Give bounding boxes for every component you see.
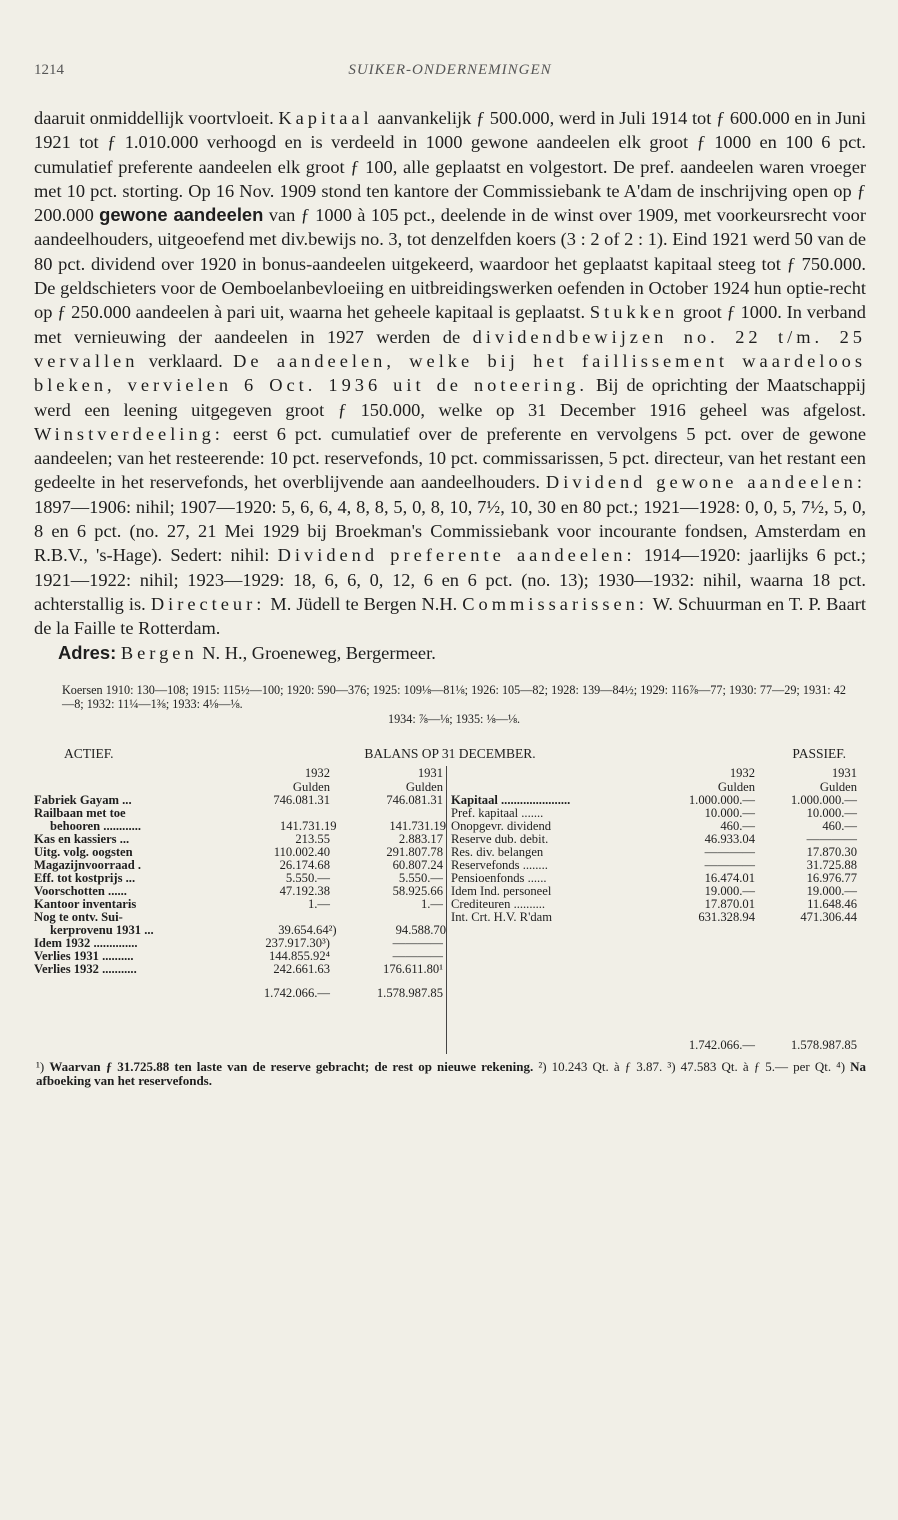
passief-value-1932: 17.870.01 bbox=[704, 897, 755, 912]
passief-value-1932: 19.000.— bbox=[704, 884, 755, 899]
actief-label: Verlies 1932 ........... bbox=[34, 963, 137, 977]
unit-header-row bbox=[451, 780, 866, 794]
actief-label: Eff. tot kostprijs ... bbox=[34, 872, 136, 886]
actief-label: Fabriek Gayam ... bbox=[34, 794, 132, 808]
unit-header: Gulden bbox=[819, 780, 857, 795]
footnotes: ¹) Waarvan ƒ 31.725.88 ten laste van de reserve gebracht; de rest op nieuwe rekening. ²) 10.243 Qt. à ƒ 3.87. ³) 47.583 Qt. à ƒ 5.— per Qt. ⁴) Na afboeking van het reservefonds. bbox=[36, 1059, 867, 1089]
actief-row bbox=[34, 924, 446, 937]
passief-value-1931: 11.648.46 bbox=[807, 897, 857, 912]
actief-row bbox=[34, 807, 446, 820]
actief-total-1932: 1.742.066.— bbox=[263, 986, 330, 1001]
page-header bbox=[34, 52, 866, 84]
actief-row bbox=[34, 859, 446, 872]
company-description bbox=[34, 106, 866, 641]
passief-value-1931: 16.976.77 bbox=[806, 871, 857, 886]
passief-label: Pensioenfonds ...... bbox=[451, 872, 547, 886]
description-paragraph: daaruit onmiddellijk voortvloeit. Kapitaal aanvankelijk ƒ 500.000, werd in Juli 1914 tot ƒ 600.000 en in Juni 1921 tot ƒ 1.010.000 verhoogd en is verdeeld in 1000 gewone aandeelen elk groot ƒ 1000 en 100 6 pct. cumulatief preferente aandeelen elk groot ƒ 100, alle geplaatst en volgestort. De pref. aandeelen waren vroeger met 10 pct. storting. Op 16 Nov. 1909 stond ten kantore der Commissiebank te A'dam de inschrijving open op ƒ 200.000 gewone aandeelen van ƒ 1000 à 105 pct., deelende in de winst over 1909, met voorkeursrecht voor aandeelhouders, uitgeoefend met div.bewijs no. 3, tot denzelfden koers (3 : 2 of 2 : 1). Eind 1921 werd 50 van de 80 pct. dividend over 1920 in bonus-aandeelen uitgekeerd, waardoor het geplaatst kapitaal steeg tot ƒ 750.000. De geldschieters voor de Oemboelanbevloeiing en uitbreidingswerken oefenden in October 1924 hun optie-recht op ƒ 250.000 aandeelen à pari uit, waarna het geheele kapitaal is geplaatst. Stukken groot ƒ 1000. In verband met vernieuwing der aandeelen in 1927 werden de dividendbewijzen no. 22 t/m. 25 vervallen verklaard. De aandeelen, welke bij het faillissement waardeloos bleken, vervielen 6 Oct. 1936 uit de noteering. Bij de oprichting der Maatschappij werd een leening uitgegeven groot ƒ 150.000, welke op 31 December 1916 geheel was afgelost. Winstverdeeling: eerst 6 pct. cumulatief over de preferente en vervolgens 5 pct. over de gewone aandeelen; van het resteerende: 10 pct. reservefonds, 10 pct. commissarissen, 5 pct. directeur, van het restant een gedeelte in het reservefonds, het overblijvende aan aandeelhouders. Dividend gewone aandeelen: 1897—1906: nihil; 1907—1920: 5, 6, 6, 4, 8, 8, 5, 0, 8, 10, 7½, 10, 30 en 80 pct.; 1921—1928: 0, 0, 5, 7½, 5, 0, 8 en 6 pct. (no. 27, 21 Mei 1929 bij Broekman's Commissiebank voor incourante fondsen, Amsterdam en R.B.V., 's-Hage). Sedert: nihil: Dividend preferente aandeelen: 1914—1920: jaarlijks 6 pct.; 1921—1922: nihil; 1923—1929: 18, 6, 6, 0, 12, 6 en 6 pct. (no. 13); 1930—1932: nihil, waarna 18 pct. achterstallig is. Directeur: M. Jüdell te Bergen N.H. Commissarissen: W. Schuurman en T. P. Baart de la Faille te Rotterdam. bbox=[34, 108, 867, 639]
faillissement-text: De aandeelen, welke bij het faillissement waardeloos bleken, vervielen 6 Oct. 1936 uit de noteering. bbox=[34, 350, 866, 396]
actief-label: Kas en kassiers ... bbox=[34, 833, 130, 847]
year-1932-header: 1932 bbox=[729, 766, 755, 781]
passief-row bbox=[451, 807, 866, 820]
actief-value-1932: 213.55 bbox=[295, 832, 330, 847]
actief-label: Voorschotten ...... bbox=[34, 885, 127, 899]
running-head: SUIKER-ONDERNEMINGEN bbox=[348, 62, 552, 78]
passief-row bbox=[451, 846, 866, 859]
passief-value-1932: 1.000.000.— bbox=[688, 793, 755, 808]
actief-total-1931: 1.578.987.85 bbox=[376, 986, 443, 1001]
passief-row bbox=[451, 911, 866, 924]
actief-label: Kantoor inventaris bbox=[34, 898, 137, 912]
actief-value-1931: 1.— bbox=[420, 897, 443, 912]
actief-value-1932: 26.174.68 bbox=[279, 858, 330, 873]
actief-row bbox=[34, 872, 446, 885]
passief-label: Crediteuren .......... bbox=[451, 898, 546, 912]
actief-row bbox=[34, 898, 446, 911]
passief-value-1932: 10.000.— bbox=[704, 806, 755, 821]
koersen-line: Koersen 1910: 130—108; 1915: 115½—100; 1920: 590—376; 1925: 109⅛—81⅛; 1926: 105—82; 1928: 139—84½; 1929: 116⅞—77; 1930: 77—29; 1931: 42—8; 1932: 11¼—1⅜; 1933: 4⅛—⅛. bbox=[62, 682, 846, 712]
actief-value-1931: ———— bbox=[392, 936, 443, 951]
unit-header-row bbox=[34, 780, 446, 794]
passief-row bbox=[451, 794, 866, 807]
actief-value-1932: 141.731.19 bbox=[279, 819, 337, 834]
actief-value-1931: 141.731.19 bbox=[389, 819, 446, 834]
unit-header: Gulden bbox=[292, 780, 330, 795]
actief-label: Uitg. volg. oogsten bbox=[34, 846, 133, 860]
year-1931-header: 1931 bbox=[831, 766, 857, 781]
actief-value-1931: 58.925.66 bbox=[392, 884, 443, 899]
passief-value-1931: 31.725.88 bbox=[806, 858, 857, 873]
footnote-1: Waarvan ƒ 31.725.88 ten laste van de reserve gebracht; de rest op nieuwe rekening. bbox=[49, 1059, 534, 1075]
balance-sheet bbox=[34, 766, 866, 1054]
balance-sheet-title-row bbox=[34, 742, 866, 764]
koersen-line-2: 1934: ⅞—⅛; 1935: ⅛—⅛. bbox=[387, 711, 521, 726]
actief-label: Railbaan met toe bbox=[34, 807, 126, 821]
page-number: 1214 bbox=[34, 62, 64, 78]
passief-value-1931: 19.000.— bbox=[806, 884, 857, 899]
passief-value-1931: 460.— bbox=[822, 819, 857, 834]
actief-row bbox=[34, 963, 446, 976]
passief-total-1932: 1.742.066.— bbox=[688, 1038, 755, 1053]
actief-value-1932: 5.550.— bbox=[285, 871, 330, 886]
passief-value-1932: ———— bbox=[704, 858, 755, 873]
actief-value-1931: 176.611.80¹ bbox=[383, 962, 443, 977]
directeur-heading: Directeur: bbox=[150, 593, 266, 614]
actief-rows bbox=[34, 794, 446, 976]
actief-value-1932: 110.002.40 bbox=[273, 845, 330, 860]
actief-row bbox=[34, 846, 446, 859]
actief-row bbox=[34, 833, 446, 846]
passief-value-1932: 46.933.04 bbox=[704, 832, 755, 847]
actief-row bbox=[34, 820, 446, 833]
actief-value-1932: 242.661.63 bbox=[273, 962, 330, 977]
koersen-block bbox=[34, 683, 866, 727]
year-1931-header: 1931 bbox=[417, 766, 443, 781]
actief-value-1932: 47.192.38 bbox=[279, 884, 330, 899]
passief-label: Idem Ind. personeel bbox=[451, 885, 552, 899]
actief-label: kerprovenu 1931 ... bbox=[50, 924, 154, 938]
unit-header: Gulden bbox=[717, 780, 755, 795]
passief-heading: PASSIEF. bbox=[792, 746, 846, 762]
actief-total-row bbox=[34, 984, 446, 1002]
passief-label: Pref. kapitaal ....... bbox=[451, 807, 544, 821]
dividendbewijzen-text: dividendbewijzen no. 22 t/m. 25 vervallen bbox=[34, 326, 866, 371]
actief-value-1931: 5.550.— bbox=[398, 871, 443, 886]
passief-row bbox=[451, 885, 866, 898]
year-1932-header: 1932 bbox=[304, 766, 330, 781]
passief-value-1932: 631.328.94 bbox=[698, 910, 755, 925]
actief-value-1932: 144.855.92⁴ bbox=[268, 949, 330, 964]
footnote-4: Na afboeking van het reservefonds. bbox=[36, 1059, 867, 1089]
actief-label: Idem 1932 .............. bbox=[34, 937, 138, 951]
passief-row bbox=[451, 872, 866, 885]
dividend-preferente-heading: Dividend preferente aandeelen: bbox=[277, 545, 636, 566]
actief-value-1932: 237.917.30³) bbox=[265, 936, 330, 951]
unit-header: Gulden bbox=[405, 780, 443, 795]
passief-value-1932: ———— bbox=[704, 845, 755, 860]
passief-label: Reserve dub. debit. bbox=[451, 833, 549, 847]
balance-sheet-title: BALANS OP 31 DECEMBER. bbox=[364, 746, 536, 762]
page bbox=[34, 52, 866, 1088]
gewone-aandeelen-heading: gewone aandeelen bbox=[99, 204, 264, 226]
actief-label: behooren ............ bbox=[50, 820, 142, 834]
passief-total-row bbox=[451, 1036, 866, 1054]
passief-value-1932: 460.— bbox=[720, 819, 755, 834]
actief-value-1931: 746.081.31 bbox=[386, 793, 443, 808]
actief-row bbox=[34, 937, 446, 950]
passief-value-1931: 17.870.30 bbox=[806, 845, 857, 860]
passief-row bbox=[451, 833, 866, 846]
passief-label: Res. div. belangen bbox=[451, 846, 544, 860]
actief-value-1931: 94.588.70 bbox=[395, 923, 446, 938]
passief-label: Kapitaal ...................... bbox=[451, 794, 571, 808]
stukken-heading: Stukken bbox=[589, 302, 679, 323]
actief-row bbox=[34, 794, 446, 807]
passief-row bbox=[451, 820, 866, 833]
actief-label: Magazijnvoorraad . bbox=[34, 859, 142, 873]
adres-heading: Adres: bbox=[58, 641, 117, 663]
passief-row bbox=[451, 859, 866, 872]
passief-rows bbox=[451, 794, 866, 924]
actief-heading: ACTIEF. bbox=[64, 746, 114, 762]
actief-value-1931: 2.883.17 bbox=[398, 832, 443, 847]
actief-label: Verlies 1931 .......... bbox=[34, 950, 134, 964]
actief-value-1931: 60.807.24 bbox=[392, 858, 443, 873]
dividend-gewone-heading: Dividend gewone aandeelen: bbox=[545, 472, 866, 493]
year-header-row bbox=[451, 766, 866, 780]
winstverdeeling-heading: Winstverdeeling: bbox=[34, 423, 224, 444]
passief-total-1931: 1.578.987.85 bbox=[790, 1038, 857, 1053]
actief-row bbox=[34, 911, 446, 924]
passief-value-1931: ———— bbox=[806, 832, 857, 847]
passief-label: Onopgevr. dividend bbox=[451, 820, 552, 834]
actief-value-1932: 746.081.31 bbox=[273, 793, 330, 808]
passief-value-1931: 1.000.000.— bbox=[790, 793, 857, 808]
commissarissen-heading: Commissarissen: bbox=[462, 593, 648, 614]
actief-column bbox=[34, 766, 447, 1054]
passief-value-1931: 471.306.44 bbox=[800, 910, 857, 925]
address-line: Adres: Bergen N. H., Groeneweg, Bergermeer. bbox=[58, 641, 436, 663]
actief-value-1932: 1.— bbox=[307, 897, 330, 912]
actief-row bbox=[34, 885, 446, 898]
kapitaal-heading: Kapitaal bbox=[278, 108, 373, 128]
footnote-2-3: ²) 10.243 Qt. à ƒ 3.87. ³) 47.583 Qt. à ƒ 5.— per Qt. ⁴) bbox=[533, 1059, 851, 1075]
actief-value-1931: 291.807.78 bbox=[386, 845, 443, 860]
actief-value-1932: 39.654.64²) bbox=[278, 923, 337, 938]
passief-label: Int. Crt. H.V. R'dam bbox=[451, 911, 553, 925]
passief-column bbox=[447, 766, 866, 1054]
passief-label: Reservefonds ........ bbox=[451, 859, 548, 873]
actief-value-1931: ———— bbox=[392, 949, 443, 964]
year-header-row bbox=[34, 766, 446, 780]
passief-value-1932: 16.474.01 bbox=[704, 871, 755, 886]
adres-city: Bergen bbox=[120, 642, 198, 663]
actief-label: Nog te ontv. Sui- bbox=[34, 911, 123, 925]
passief-value-1931: 10.000.— bbox=[806, 806, 857, 821]
